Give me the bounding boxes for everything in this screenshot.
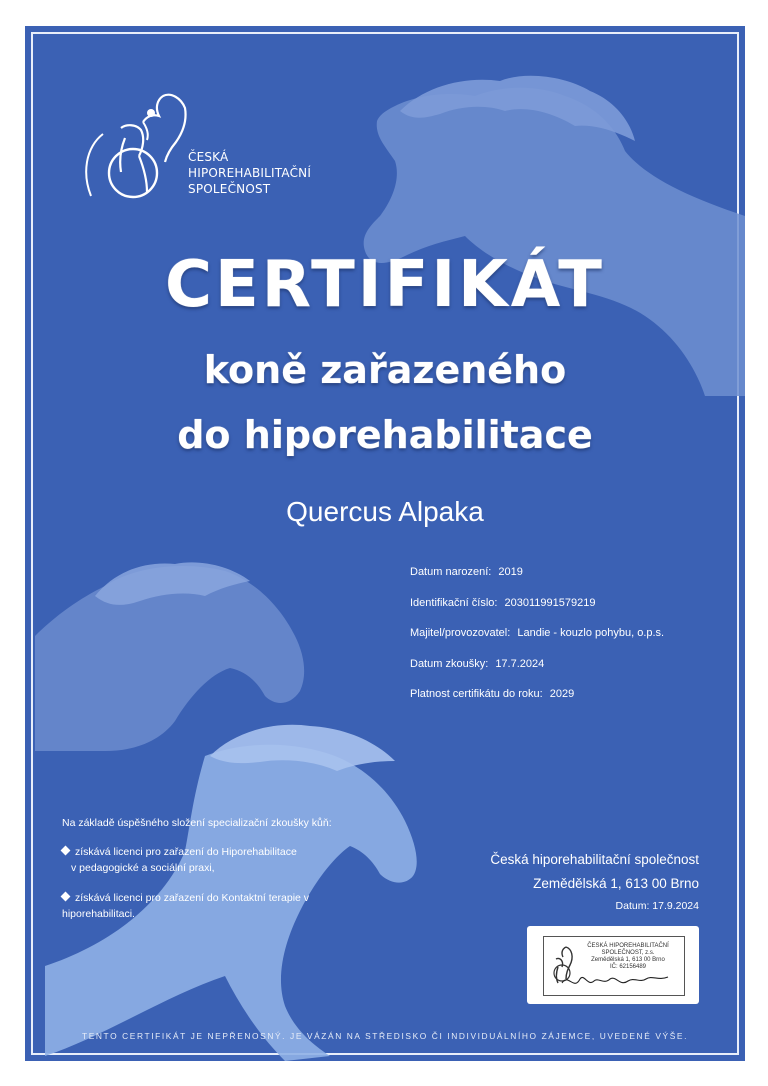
license-item-text-cont: v pedagogické a sociální praxi, bbox=[71, 862, 215, 874]
license-item-text: získává licenci pro zařazení do Hiporehabilitace bbox=[75, 846, 297, 858]
detail-value: 2019 bbox=[498, 566, 523, 578]
bullet-diamond-icon bbox=[61, 846, 71, 856]
detail-value: 17.7.2024 bbox=[495, 657, 545, 670]
stamp-area bbox=[527, 926, 699, 1004]
handwritten-signature bbox=[558, 969, 678, 993]
stamp-line3: Zemědělská 1, 613 00 Brno bbox=[591, 957, 665, 963]
stamp-line4: IČ: 62156489 bbox=[609, 964, 647, 970]
horse-silhouette-large bbox=[325, 66, 745, 396]
detail-exam-date bbox=[410, 658, 664, 689]
official-stamp bbox=[543, 936, 685, 996]
detail-label: Datum narození: bbox=[410, 566, 492, 578]
bullet-diamond-icon bbox=[61, 892, 71, 902]
detail-birth-date bbox=[410, 566, 664, 597]
detail-value: 2029 bbox=[549, 688, 575, 700]
issue-date: Datum: 17.9.2024 bbox=[615, 900, 699, 912]
horse-details bbox=[410, 566, 664, 719]
detail-label: Datum zkoušky: bbox=[410, 657, 489, 670]
certificate-title: CERTIFIKÁT bbox=[165, 248, 605, 322]
basis-intro: Na základě úspěšného složení specializační zkoušky kůň: bbox=[62, 817, 332, 829]
organization-logo-text bbox=[188, 149, 311, 197]
logo-text-line1: ČESKÁ bbox=[188, 150, 229, 164]
detail-label: Platnost certifikátu do roku: bbox=[410, 688, 543, 700]
stamp-line1: ČESKÁ HIPOREHABILITAČNÍ bbox=[587, 943, 669, 949]
detail-owner bbox=[410, 627, 664, 658]
certificate-subtitle-line2: do hiporehabilitace bbox=[177, 413, 593, 457]
license-item-text: získává licenci pro zařazení do Kontaktní terapie v bbox=[75, 892, 310, 904]
detail-value: Landie - kouzlo pohybu, o.p.s. bbox=[517, 627, 665, 639]
detail-label: Identifikační číslo: bbox=[410, 596, 498, 609]
horse-name: Quercus Alpaka bbox=[286, 496, 484, 527]
license-item-hiporehabilitation bbox=[62, 844, 297, 876]
certificate-subtitle-line1: koně zařazeného bbox=[203, 348, 567, 392]
stamp-line2: SPOLEČNOST, z.s. bbox=[601, 950, 655, 956]
detail-label: Majitel/provozovatel: bbox=[410, 627, 511, 639]
issuer-organization: Česká hiporehabilitační společnost bbox=[490, 852, 699, 867]
detail-value: 203011991579219 bbox=[504, 596, 596, 609]
license-item-text-cont: hiporehabilitaci. bbox=[62, 908, 135, 920]
detail-validity bbox=[410, 688, 664, 719]
license-item-contact-therapy bbox=[62, 890, 309, 922]
stamp-text bbox=[578, 943, 678, 971]
certificate-footer-note: TENTO CERTIFIKÁT JE NEPŘENOSNÝ. JE VÁZÁN NA STŘEDISKO ČI INDIVIDUÁLNÍHO ZÁJEMCE, UVEDENÉ VÝŠE. bbox=[82, 1031, 688, 1041]
logo-text-line3: SPOLEČNOST bbox=[188, 182, 271, 196]
detail-identification-number bbox=[410, 597, 664, 628]
issuer-block bbox=[490, 848, 699, 916]
logo-text-line2: HIPOREHABILITAČNÍ bbox=[188, 166, 312, 180]
certificate bbox=[25, 26, 745, 1061]
horse-silhouette-bottom bbox=[45, 716, 435, 1061]
issuer-address: Zemědělská 1, 613 00 Brno bbox=[533, 876, 699, 891]
